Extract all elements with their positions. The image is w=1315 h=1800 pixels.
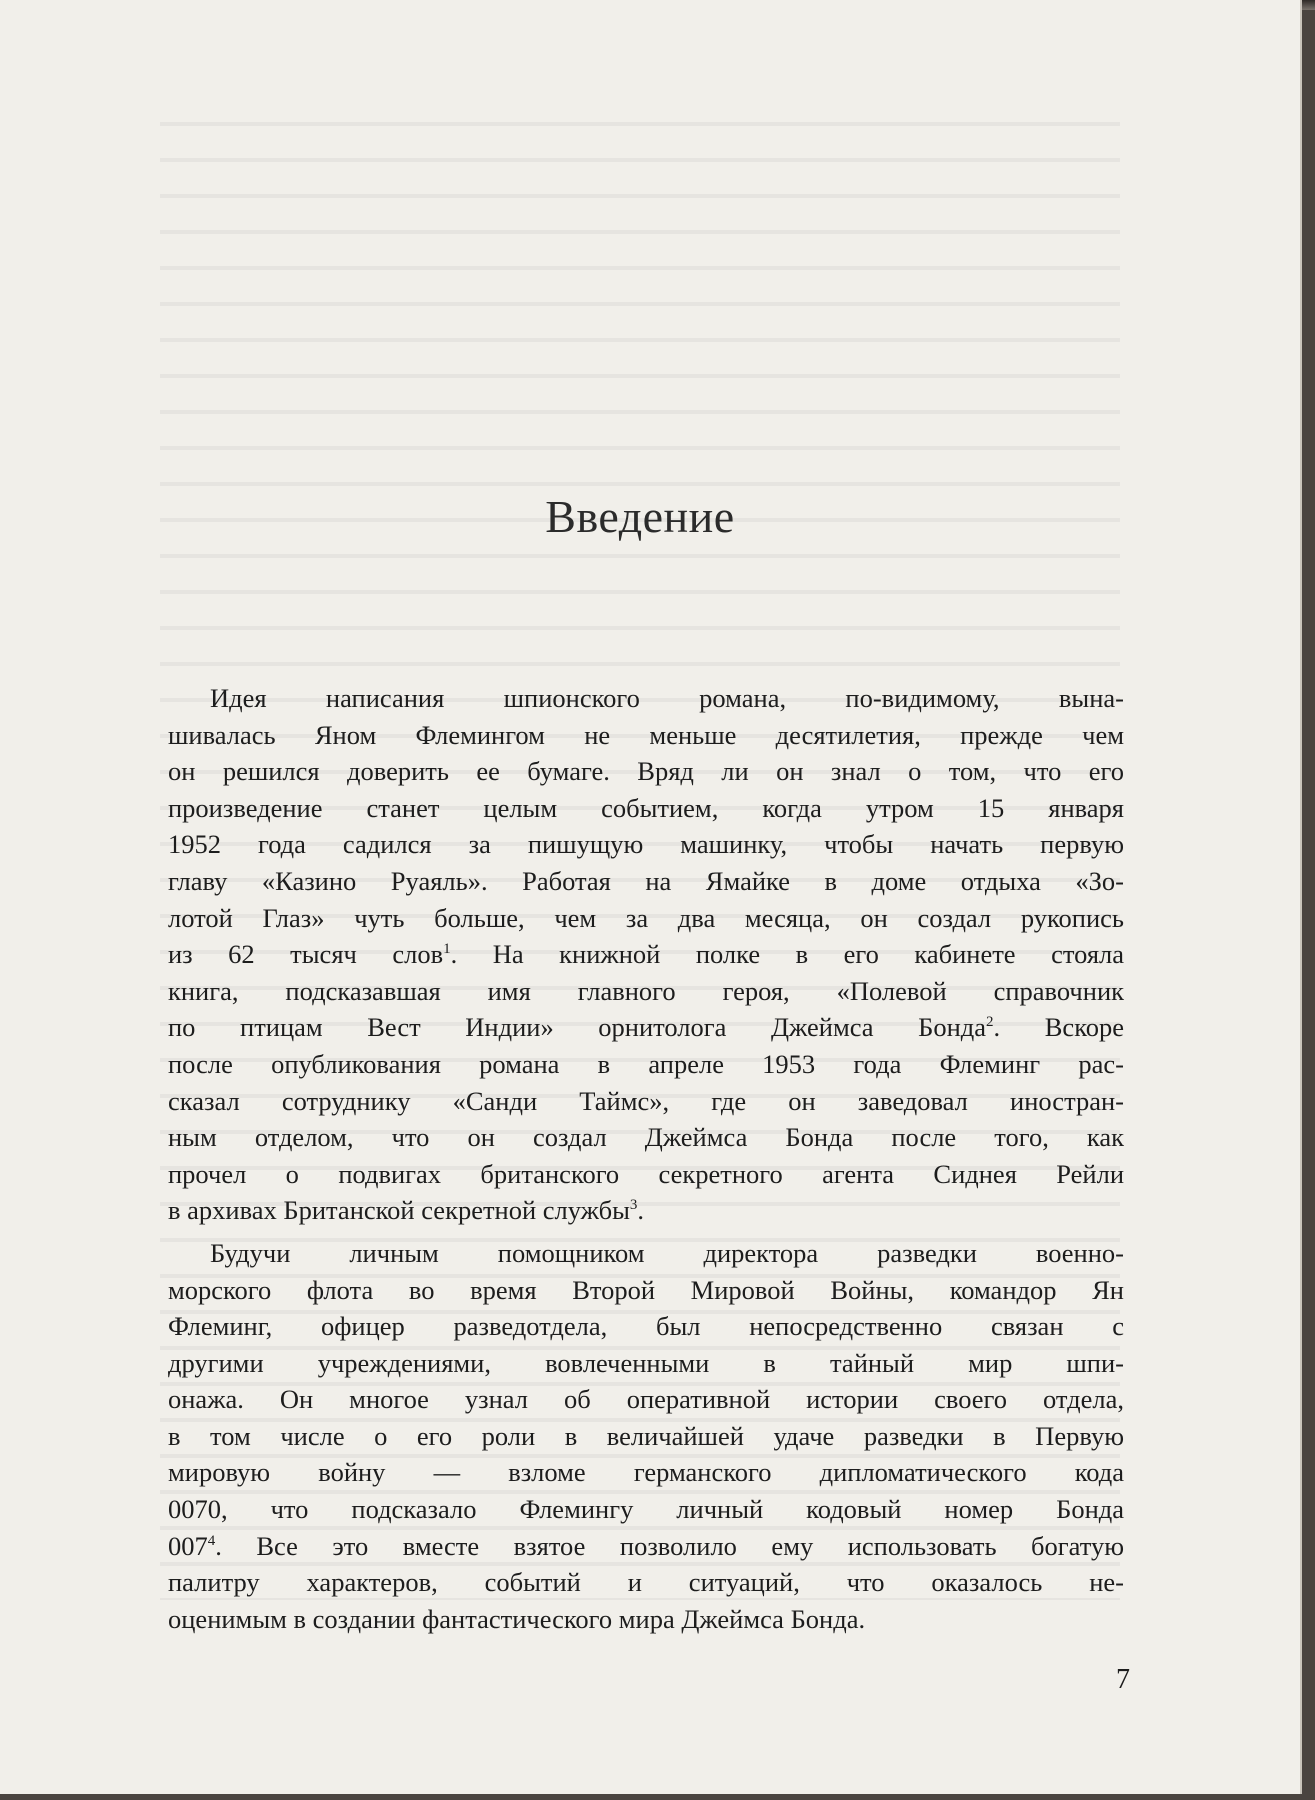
text-line <box>168 753 1124 790</box>
text-line <box>168 1564 1124 1601</box>
text-line-content: 0070, что подсказало Флемингу личный кодовый номер Бонда <box>168 1494 1124 1525</box>
text-line <box>168 1046 1124 1083</box>
text-line-content: книга, подсказавшая имя главного героя, «Полевой справочник <box>168 975 1124 1006</box>
page-number: 7 <box>1116 1664 1130 1695</box>
text-line <box>168 717 1124 754</box>
text-line-content: прочел о подвигах британского секретного агента Сиднея Рейли <box>168 1158 1124 1189</box>
text-line-content: оценимым в создании фантастического мира Джеймса Бонда. <box>168 1603 866 1634</box>
text-line-content: шивалась Яном Флемингом не меньше десятилетия, прежде чем <box>168 719 1124 750</box>
text-line-content: морского флота во время Второй Мировой Войны, командор Ян <box>168 1274 1124 1305</box>
text-line <box>168 1009 1124 1046</box>
text-line <box>168 680 1124 717</box>
text-line <box>168 1418 1124 1455</box>
text-line-continuation: . На книжной полке в его кабинете стояла <box>450 939 1124 970</box>
text-line-content: произведение станет целым событием, когда утром 15 января <box>168 792 1124 823</box>
text-line <box>168 1601 1124 1638</box>
text-line <box>168 1491 1124 1528</box>
text-line-content: из 62 тысяч слов <box>168 939 444 970</box>
footnote-marker[interactable]: 2 <box>986 1014 994 1031</box>
text-line <box>168 1235 1124 1272</box>
text-line-content: другими учреждениями, вовлеченными в тайный мир шпи- <box>168 1347 1124 1378</box>
text-line <box>168 790 1124 827</box>
text-line-content: 1952 года садился за пишущую машинку, чтобы начать первую <box>168 829 1124 860</box>
text-line-content: в архивах Британской секретной службы <box>168 1195 630 1226</box>
text-line <box>168 1528 1124 1565</box>
text-line-content: лотой Глаз» чуть больше, чем за два месяца, он создал рукопись <box>168 902 1124 933</box>
text-line-content: сказал сотруднику «Санди Таймс», где он заведовал иностран- <box>168 1085 1124 1116</box>
text-line-content: Будучи личным помощником директора разведки военно- <box>210 1237 1124 1268</box>
text-line-content: Флеминг, офицер разведотдела, был непосредственно связан с <box>168 1311 1124 1342</box>
text-line <box>168 1119 1124 1156</box>
text-line-continuation: . <box>637 1195 645 1226</box>
text-line-content: по птицам Вест Индии» орнитолога Джеймса Бонда <box>168 1012 987 1043</box>
text-line-continuation: . Вскоре <box>993 1012 1124 1043</box>
chapter-title: Введение <box>545 491 735 542</box>
paragraph <box>168 1235 1124 1638</box>
text-line <box>168 1308 1124 1345</box>
text-line <box>168 1381 1124 1418</box>
text-line <box>168 1156 1124 1193</box>
body-text <box>168 680 1124 1643</box>
text-line-content: онажа. Он многое узнал об оперативной истории своего отдела, <box>168 1384 1124 1415</box>
text-line <box>168 1345 1124 1382</box>
text-line-content: Идея написания шпионского романа, по-видимому, вына- <box>210 683 1124 713</box>
text-line <box>168 1272 1124 1309</box>
text-line-content: мировую войну — взломе германского дипломатического кода <box>168 1457 1124 1488</box>
text-line <box>168 1083 1124 1120</box>
text-line-content: палитру характеров, событий и ситуаций, что оказалось не- <box>168 1567 1124 1598</box>
text-line <box>168 863 1124 900</box>
text-line <box>168 1192 1124 1229</box>
text-line <box>168 973 1124 1010</box>
text-line <box>168 1454 1124 1491</box>
text-line <box>168 900 1124 937</box>
text-line-content: ным отделом, что он создал Джеймса Бонда после того, как <box>168 1122 1124 1153</box>
text-line <box>168 936 1124 973</box>
text-line-content: в том числе о его роли в величайшей удаче разведки в Первую <box>168 1420 1124 1451</box>
footnote-marker[interactable]: 1 <box>443 941 451 958</box>
text-line-continuation: . Все это вместе взятое позволило ему использовать богатую <box>215 1530 1124 1561</box>
text-line-content: главу «Казино Руаяль». Работая на Ямайке в доме отдыха «Зо- <box>168 865 1124 896</box>
paragraph <box>168 680 1124 1229</box>
text-line-content: после опубликования романа в апреле 1953 года Флеминг рас- <box>168 1048 1124 1079</box>
text-line <box>168 826 1124 863</box>
text-line-content: он решился доверить ее бумаге. Вряд ли он знал о том, что его <box>168 756 1124 787</box>
footnote-marker[interactable]: 4 <box>207 1532 216 1549</box>
text-line-content: 007 <box>168 1530 208 1561</box>
footnote-marker[interactable]: 3 <box>629 1197 638 1214</box>
